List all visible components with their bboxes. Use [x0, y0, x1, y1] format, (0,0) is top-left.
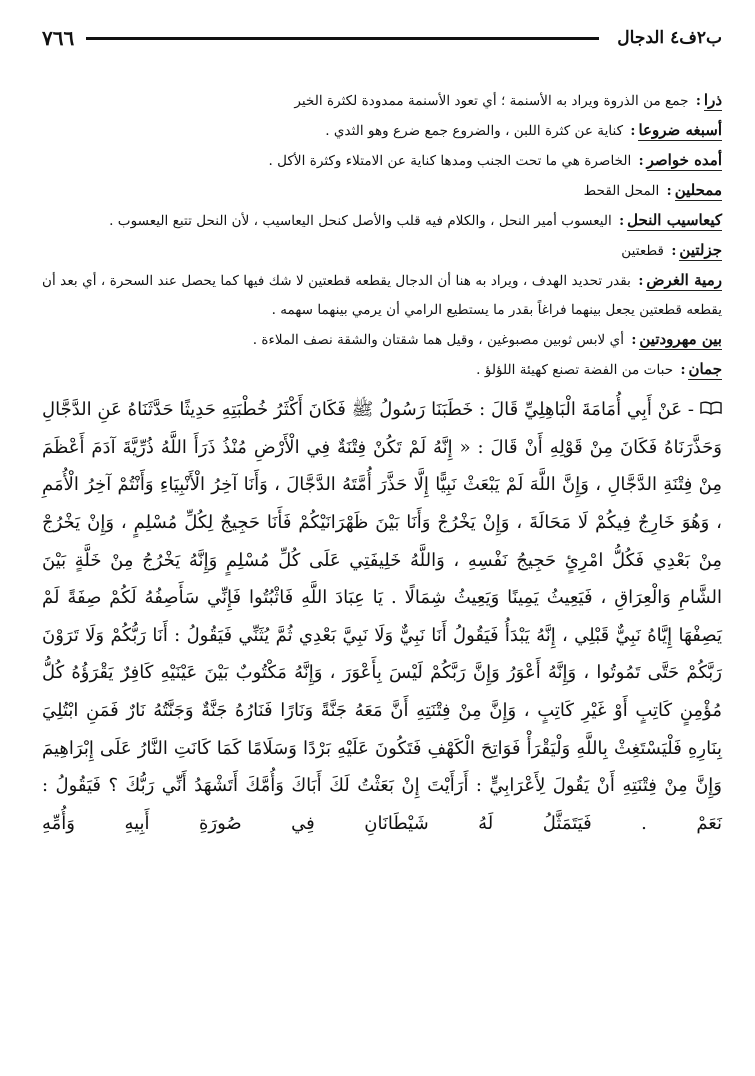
term-separator: :	[638, 273, 644, 289]
glossary-definition: اليعسوب أمير النحل ، والكلام فيه قلب والأصل كنحل اليعاسيب ، لأن النحل تتبع اليعسوب .	[109, 213, 612, 229]
glossary-definition: جمع من الذروة ويراد به الأسنمة ؛ أي تعود الأسنمة ممدودة لكثرة الخير	[294, 93, 689, 109]
glossary-term: بين مهرودتين	[639, 330, 722, 348]
glossary-definition: المحل القحط	[583, 183, 660, 199]
glossary-entry	[42, 266, 722, 325]
glossary-definition: حبات من الفضة تصنع كهيئة اللؤلؤ .	[476, 362, 674, 378]
glossary-term: جزلتين	[679, 241, 722, 259]
glossary-entry	[42, 206, 722, 236]
term-separator: :	[630, 123, 636, 139]
page-number: ٧٦٦	[42, 26, 75, 50]
glossary-term: كيعاسيب النحل	[627, 211, 722, 229]
glossary-entry	[42, 116, 722, 146]
glossary-term: أسبغه ضروعا	[638, 121, 722, 139]
glossary-entry	[42, 146, 722, 176]
glossary-entry	[42, 176, 722, 206]
term-separator: :	[666, 183, 672, 199]
glossary-entry	[42, 86, 722, 116]
glossary-definition: أي لابس ثوبين مصبوغين ، وقيل هما شقتان والشقة نصف الملاءة .	[252, 332, 625, 348]
hadith-body: - عَنْ أَبِي أُمَامَةَ الْبَاهِلِيِّ قَالَ : خَطَبَنَا رَسُولُ ﷺ فَكَانَ أَكْثَرُ خُطْبَتِهِ حَدِيثًا حَدَّثَنَاهُ عَنِ الدَّجَّالِ وَحَذَّرَنَاهُ فَكَانَ مِنْ قَوْلِهِ أَنْ قَالَ : « إِنَّهُ لَمْ تَكُنْ فِتْنَةٌ فِي الْأَرْضِ مُنْذُ ذَرَأَ اللَّهُ ذُرِّيَّةَ آدَمَ أَعْظَمَ مِنْ فِتْنَةِ الدَّجَّالِ ، وَإِنَّ اللَّهَ لَمْ يَبْعَثْ نَبِيًّا إِلَّا حَذَّرَ أُمَّتَهُ الدَّجَّالَ ، وَأَنَا آخِرُ الْأَنْبِيَاءِ وَأَنْتُمْ آخِرُ الْأُمَمِ ، وَهُوَ خَارِجٌ فِيكُمْ لَا مَحَالَةَ ، وَإِنْ يَخْرُجْ وَأَنَا بَيْنَ ظَهْرَانَيْكُمْ فَأَنَا حَجِيجٌ لِكُلِّ مُسْلِمٍ ، وَإِنْ يَخْرُجْ مِنْ بَعْدِي فَكُلُّ امْرِئٍ حَجِيجُ نَفْسِهِ ، وَاللَّهُ خَلِيفَتِي عَلَى كُلِّ مُسْلِمٍ وَإِنَّهُ يَخْرُجُ مِنْ خَلَّةٍ بَيْنَ الشَّامِ وَالْعِرَاقِ ، فَيَعِيثُ يَمِينًا وَيَعِيثُ شِمَالًا . يَا عِبَادَ اللَّهِ فَاثْبُتُوا فَإِنِّي سَأَصِفُهُ لَكُمْ صِفَةً لَمْ يَصِفْهَا إِيَّاهُ نَبِيٌّ قَبْلِي ، إِنَّهُ يَبْدَأُ فَيَقُولُ أَنَا نَبِيٌّ وَلَا نَبِيَّ بَعْدِي ثُمَّ يُثَنِّي فَيَقُولُ : أَنَا رَبُّكُمْ وَلَا تَرَوْنَ رَبَّكُمْ حَتَّى تَمُوتُوا ، وَإِنَّهُ أَعْوَرُ وَإِنَّ رَبَّكُمْ لَيْسَ بِأَعْوَرَ ، وَإِنَّهُ مَكْتُوبٌ بَيْنَ عَيْنَيْهِ كَافِرٌ يَقْرَؤُهُ كُلُّ مُؤْمِنٍ كَاتِبٍ أَوْ غَيْرِ كَاتِبٍ ، وَإِنَّ مِنْ فِتْنَتِهِ أَنَّ مَعَهُ جَنَّةً وَنَارًا فَنَارُهُ جَنَّةٌ وَجَنَّتُهُ نَارٌ فَمَنِ ابْتُلِيَ بِنَارِهِ فَلْيَسْتَغِثْ بِاللَّهِ وَلْيَقْرَأْ فَوَاتِحَ الْكَهْفِ فَتَكُونَ عَلَيْهِ بَرْدًا وَسَلَامًا كَمَا كَانَتِ النَّارُ عَلَى إِبْرَاهِيمَ وَإِنَّ مِنْ فِتْنَتِهِ أَنْ يَقُولَ لِأَعْرَابِيٍّ : أَرَأَيْتَ إِنْ بَعَثْتُ لَكَ أَبَاكَ وَأُمَّكَ أَتَشْهَدُ أَنِّي رَبُّكَ ؟ فَيَقُولُ : نَعَمْ . فَيَتَمَثَّلُ لَهُ شَيْطَانَانِ فِي صُورَةِ أَبِيهِ وَأُمِّهِ	[42, 399, 722, 834]
term-separator: :	[671, 243, 677, 259]
term-separator: :	[638, 153, 644, 169]
glossary-definition: كناية عن كثرة اللبن ، والضروع جمع ضرع وهو الثدي .	[325, 123, 624, 139]
hadith-text	[42, 391, 722, 842]
term-separator: :	[631, 332, 637, 348]
glossary-term: جمان	[688, 360, 722, 378]
header-rule	[86, 37, 599, 40]
glossary-entry	[42, 236, 722, 266]
glossary-entry	[42, 355, 722, 385]
glossary-definition: الخاصرة هي ما تحت الجنب ومدها كناية عن الامتلاء وكثرة الأكل .	[268, 153, 632, 169]
glossary-entry	[42, 325, 722, 355]
glossary-term: ذرا	[703, 91, 722, 109]
glossary-definition: قطعتين	[621, 243, 665, 259]
glossary-definition: بقدر تحديد الهدف ، ويراد به هنا أن الدجال يقطعه قطعتين لا شك فيها كما يحصل عند السحرة ، أي بعد أن يقطعه قطعتين يجعل بينهما فراغاً بقدر ما يستطيع الرامي أن يرمي بينهما سهمه .	[42, 273, 722, 318]
glossary-term: رمية الغرض	[646, 271, 722, 289]
book-page	[42, 18, 722, 1058]
term-separator: :	[619, 213, 625, 229]
glossary-term: أمده خواصر	[646, 151, 722, 169]
term-separator: :	[680, 362, 686, 378]
term-separator: :	[695, 93, 701, 109]
book-icon	[700, 391, 722, 429]
glossary	[42, 86, 722, 385]
glossary-term: ممحلين	[674, 181, 722, 199]
page-header	[42, 18, 722, 58]
running-title: ب٢ف٤ الدجال	[617, 28, 722, 48]
